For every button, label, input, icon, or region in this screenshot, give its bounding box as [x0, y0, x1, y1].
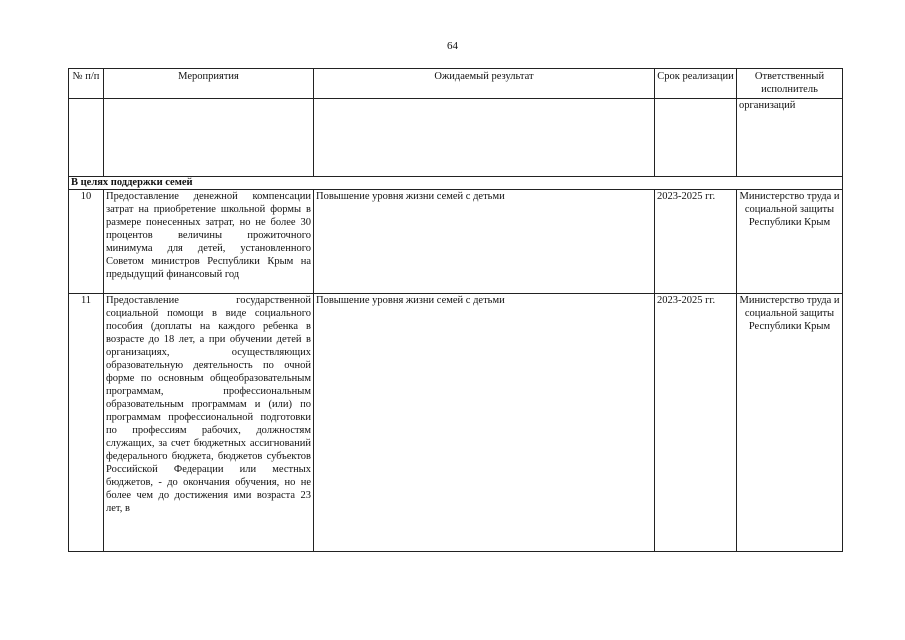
row-executor: Министерство труда и социальной защиты Республики Крым: [737, 190, 843, 294]
table-row: [69, 294, 843, 552]
header-num: № п/п: [69, 69, 104, 99]
header-executor: Ответственный исполнитель: [737, 69, 843, 99]
row-result: Повышение уровня жизни семей с детьми: [314, 294, 655, 552]
section-row: [69, 177, 843, 190]
row-term: 2023-2025 гг.: [655, 294, 737, 552]
header-term: Срок реализации: [655, 69, 737, 99]
row-activity: [104, 294, 314, 552]
row-result: Повышение уровня жизни семей с детьми: [314, 190, 655, 294]
page-number: 64: [447, 40, 458, 52]
header-result: Ожидаемый результат: [314, 69, 655, 99]
cell-result: [314, 99, 655, 177]
row-executor: Министерство труда и социальной защиты Республики Крым: [737, 294, 843, 552]
row-term: 2023-2025 гг.: [655, 190, 737, 294]
row-activity: [104, 190, 314, 294]
section-title: В целях поддержки семей: [69, 177, 843, 190]
cell-activity: [104, 99, 314, 177]
row-activity-text: Предоставление денежной компенсации затрат на приобретение школьной формы в размере понесенных затрат, но не более 30 процентов величины прожиточного минимума для детей, установленного Советом министров Республики Крым на предыдущий финансовый год: [106, 191, 311, 280]
cell-term: [655, 99, 737, 177]
header-activities: Мероприятия: [104, 69, 314, 99]
table-row: [69, 190, 843, 294]
cell-executor: организаций: [737, 99, 843, 177]
events-table: [68, 68, 843, 552]
cell-num: [69, 99, 104, 177]
row-activity-text: Предоставление государственной социальной помощи в виде социального пособия (доплаты на каждого ребенка в возрасте до 18 лет, а при обучении детей в организациях, осуществляющих образовательную деятельность по очной форме по основным общеобразовательным программам, профессиональным образовательным программам и (или) по программам профессиональной подготовки по профессиям рабочих, должностям служащих, за счет бюджетных ассигнований федерального бюджета, бюджетов субъектов Российской Федерации или местных бюджетов, - до окончания обучения, но не более чем до достижения ими возраста 23 лет, в: [106, 295, 311, 514]
row-number: 10: [69, 190, 104, 294]
continuation-row: [69, 99, 843, 177]
row-number: 11: [69, 294, 104, 552]
table-header-row: [69, 69, 843, 99]
